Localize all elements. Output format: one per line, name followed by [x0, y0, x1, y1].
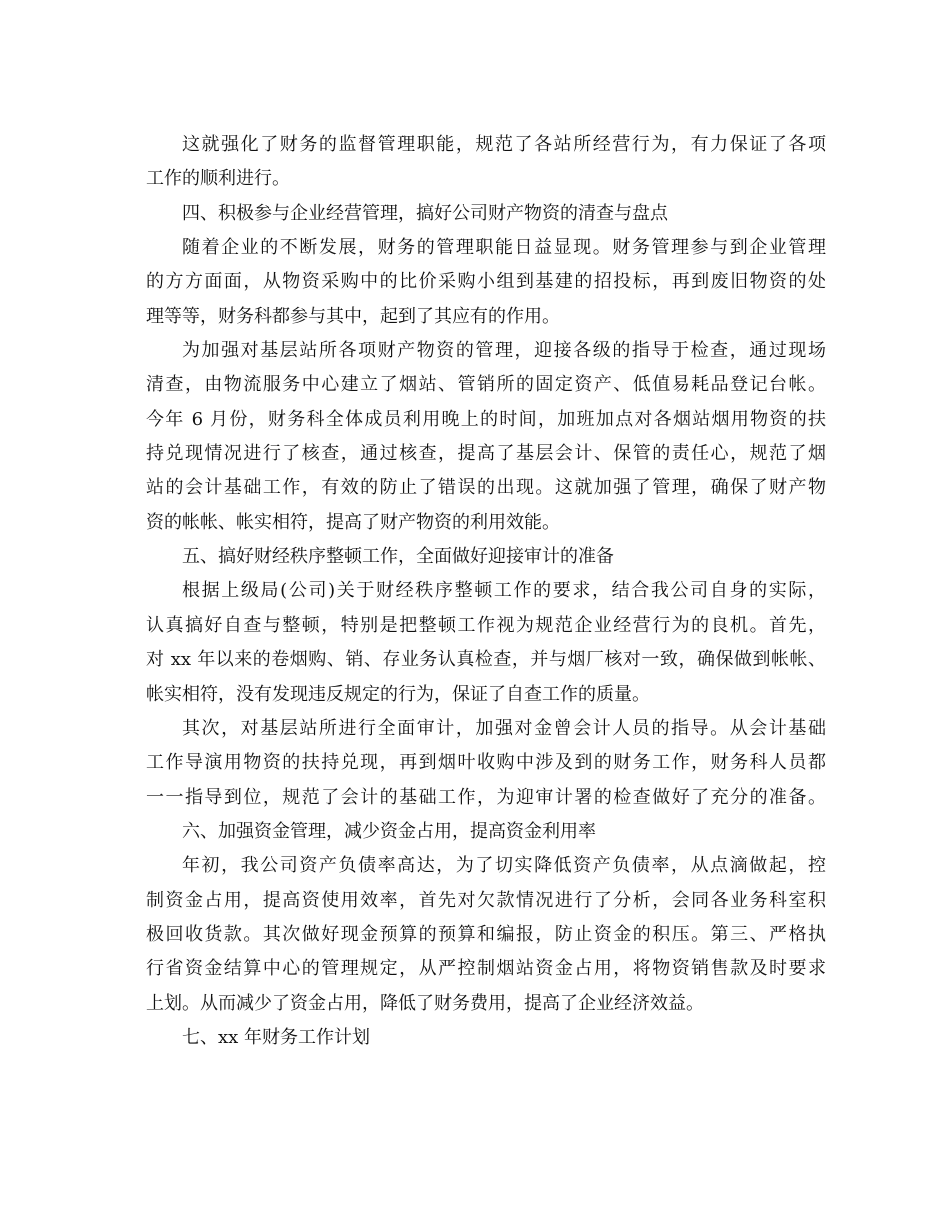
text-line: 帐实相符，没有发现违反规定的行为，保证了自查工作的质量。: [146, 683, 650, 705]
text-line: 理等等，财务科都参与其中，起到了其应有的作用。: [146, 305, 560, 327]
text-line: 一一指导到位，规范了会计的基础工作，为迎审计署的检查做好了充分的准备。: [146, 786, 826, 808]
text-line: 其次，对基层站所进行全面审计，加强对金曾会计人员的指导。从会计基础: [182, 717, 826, 739]
text-line: 今年 6 月份，财务科全体成员利用晚上的时间，加班加点对各烟站烟用物资的扶: [146, 408, 826, 430]
text-line: 随着企业的不断发展，财务的管理职能日益显现。财务管理参与到企业管理: [182, 237, 826, 259]
text-line: 为加强对基层站所各项财产物资的管理，迎接各级的指导于检查，通过现场: [182, 340, 826, 362]
text-line: 行省资金结算中心的管理规定，从严控制烟站资金占用，将物资销售款及时要求: [146, 958, 826, 980]
text-line: 资的帐帐、帐实相符，提高了财产物资的利用效能。: [146, 511, 560, 533]
text-line: 清查，由物流服务中心建立了烟站、管销所的固定资产、低值易耗品登记台帐。: [146, 374, 826, 396]
text-line: 对 xx 年以来的卷烟购、销、存业务认真检查，并与烟厂核对一致，确保做到帐帐、: [146, 649, 826, 671]
text-line: 四、积极参与企业经营管理，搞好公司财产物资的清查与盘点: [182, 202, 668, 224]
text-line: 五、搞好财经秩序整顿工作，全面做好迎接审计的准备: [182, 546, 614, 568]
text-line: 持兑现情况进行了核查，通过核查，提高了基层会计、保管的责任心，规范了烟: [146, 443, 826, 465]
text-line: 极回收货款。其次做好现金预算的预算和编报，防止资金的积压。第三、严格执: [146, 923, 826, 945]
text-line: 根据上级局(公司)关于财经秩序整顿工作的要求，结合我公司自身的实际，: [182, 580, 826, 602]
text-line: 制资金占用，提高资使用效率，首先对欠款情况进行了分析，会同各业务科室积: [146, 889, 826, 911]
text-line: 工作的顺利进行。: [146, 168, 290, 190]
text-line: 年初，我公司资产负债率高达，为了切实降低资产负债率，从点滴做起，控: [182, 855, 826, 877]
text-line: 的方方面面，从物资采购中的比价采购小组到基建的招投标，再到废旧物资的处: [146, 271, 826, 293]
text-line: 七、xx 年财务工作计划: [182, 1026, 371, 1048]
text-line: 站的会计基础工作，有效的防止了错误的出现。这就加强了管理，确保了财产物: [146, 477, 826, 499]
text-line: 工作导演用物资的扶持兑现，再到烟叶收购中涉及到的财务工作，财务科人员都: [146, 752, 826, 774]
text-line: 这就强化了财务的监督管理职能，规范了各站所经营行为，有力保证了各项: [182, 134, 826, 155]
text-line: 认真搞好自查与整顿，特别是把整顿工作视为规范企业经营行为的良机。首先，: [146, 614, 826, 636]
text-line: 六、加强资金管理，减少资金占用，提高资金利用率: [182, 820, 596, 842]
text-line: 上划。从而减少了资金占用，降低了财务费用，提高了企业经济效益。: [146, 992, 704, 1014]
document-page: [146, 128, 826, 1055]
